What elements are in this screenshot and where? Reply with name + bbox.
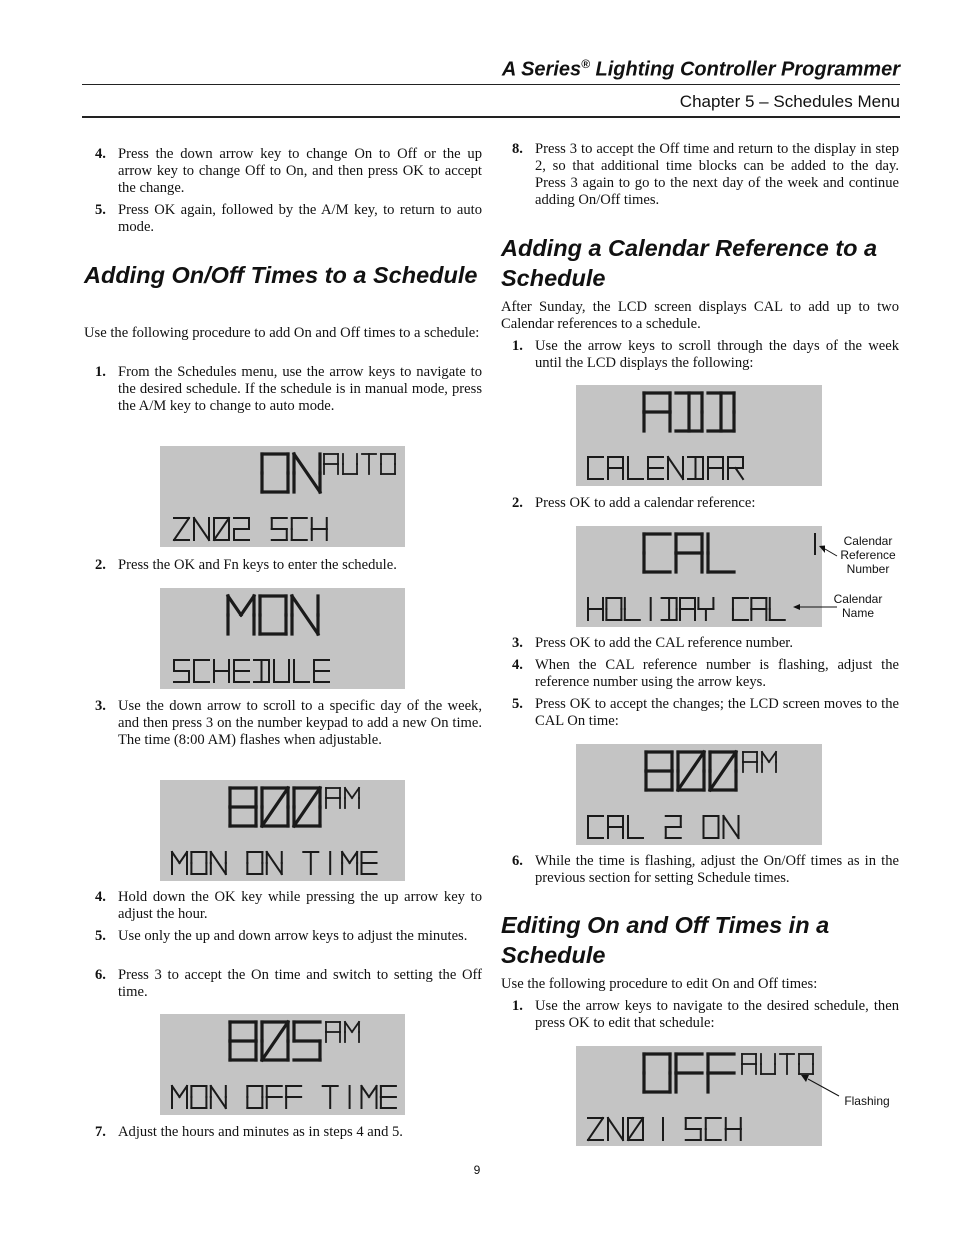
lcd-glyph <box>625 598 640 620</box>
lcd-glyph <box>312 518 327 540</box>
callout-flashing: Flashing <box>844 1094 890 1108</box>
lcd-segment <box>214 518 229 540</box>
registered-mark: ® <box>581 57 590 71</box>
lcd-segment <box>172 852 180 863</box>
step-number: 8. <box>512 141 523 157</box>
lcd-segment <box>668 457 683 479</box>
lcd-glyph <box>286 1086 301 1108</box>
step-text: Press the down arrow key to change On to Off or the up arrow key to change Off to On, and then press OK to accept the change. <box>118 146 482 196</box>
step-text: Press OK again, followed by the A/M key, to return to auto mode. <box>118 202 482 235</box>
lcd-glyph <box>314 660 329 682</box>
lcd-glyph <box>174 660 189 682</box>
lcd-glyph <box>588 816 603 838</box>
step-item <box>501 657 899 691</box>
lcd-glyph <box>708 457 723 479</box>
lcd-glyph <box>606 598 621 620</box>
lcd-glyph <box>608 1118 623 1140</box>
lcd-glyph <box>668 457 683 479</box>
lcd-glyph <box>588 598 603 620</box>
lcd-glyph <box>728 457 743 479</box>
step-number: 5. <box>95 202 106 218</box>
section-heading: Adding a Calendar Reference to a Schedule <box>501 235 878 291</box>
lcd-glyph <box>698 598 713 620</box>
lcd-segment <box>211 1086 226 1108</box>
document-title <box>82 57 900 82</box>
lcd-glyph <box>751 598 766 620</box>
step-text: Press 3 to accept the On time and switch to setting the Off time. <box>118 967 482 1000</box>
lcd-glyph <box>267 852 282 874</box>
step-text: Press the OK and Fn keys to enter the schedule. <box>118 557 397 573</box>
lcd-glyph <box>191 852 206 874</box>
segment-glyphs <box>160 780 405 881</box>
lcd-segment <box>724 816 739 838</box>
lcd-glyph <box>267 1086 282 1108</box>
lcd-glyph <box>628 457 643 479</box>
step-item <box>501 338 899 372</box>
chapter-subtitle: Chapter 5 – Schedules Menu <box>679 92 900 111</box>
step-item <box>501 635 899 652</box>
step-text: When the CAL reference number is flashing, adjust the reference number using the arrow keys. <box>535 657 899 690</box>
lcd-segment <box>628 1118 643 1140</box>
lcd-segment <box>362 1086 370 1097</box>
lcd-glyph <box>191 1086 206 1108</box>
title-rest: Lighting Controller Programmer <box>589 58 900 81</box>
segment-glyphs <box>576 744 822 845</box>
step-item <box>501 853 899 887</box>
arrowhead-flashing-icon <box>801 1075 809 1082</box>
lcd-display <box>160 1014 405 1115</box>
step-item <box>84 202 482 236</box>
segment-glyphs <box>576 1046 822 1146</box>
step-item <box>84 889 482 923</box>
lcd-glyph <box>680 598 695 620</box>
step-item <box>501 998 899 1032</box>
lcd-segment <box>369 1086 377 1097</box>
lcd-segment <box>608 1118 623 1140</box>
lcd-glyph <box>292 518 307 540</box>
lcd-segment <box>194 518 209 540</box>
step-number: 4. <box>95 889 106 905</box>
lcd-glyph <box>323 1086 338 1108</box>
header-rule-top <box>82 84 900 85</box>
lcd-glyph <box>194 660 209 682</box>
callout-line-flashing <box>808 1079 839 1096</box>
segment-glyphs <box>160 446 405 547</box>
lcd-glyph <box>362 1086 377 1108</box>
lcd-glyph <box>211 1086 226 1108</box>
step-number: 6. <box>95 967 106 983</box>
step-text: Use the arrow keys to navigate to the desired schedule, then press OK to edit that schedule: <box>535 998 899 1031</box>
lcd-glyph <box>214 518 229 540</box>
lcd-segment <box>211 852 226 874</box>
lcd-segment <box>180 852 188 863</box>
lcd-display <box>160 780 405 881</box>
step-number: 3. <box>512 635 523 651</box>
section-heading: Adding On/Off Times to a Schedule <box>84 262 478 288</box>
lcd-glyph <box>174 518 189 540</box>
lcd-glyph <box>648 457 663 479</box>
lcd-glyph <box>688 457 703 479</box>
lcd-glyph <box>662 598 677 620</box>
step-number: 2. <box>95 557 106 573</box>
lcd-display <box>576 744 822 845</box>
lcd-glyph <box>274 660 289 682</box>
lcd-glyph <box>362 852 377 874</box>
step-number: 4. <box>95 146 106 162</box>
step-text: Use only the up and down arrow keys to adjust the minutes. <box>118 928 468 944</box>
lcd-glyph <box>272 518 287 540</box>
lcd-glyph <box>194 518 209 540</box>
step-item <box>84 364 482 415</box>
step-text: Press 3 to accept the Off time and return to the display in step 2, so that additional time blocks can be added to the day. Press 3 again to go to the next day of the week and continue adding On/Off times. <box>535 141 899 208</box>
step-item <box>501 696 899 730</box>
lcd-segment <box>588 1118 603 1140</box>
step-item <box>501 495 899 512</box>
segment-glyphs <box>160 1014 405 1115</box>
lcd-display <box>576 385 822 486</box>
step-number: 6. <box>512 853 523 869</box>
lcd-glyph <box>342 852 357 874</box>
lcd-glyph <box>686 1118 701 1140</box>
lcd-display <box>160 588 405 689</box>
lcd-glyph <box>172 1086 187 1108</box>
step-text: From the Schedules menu, use the arrow keys to navigate to the desired schedule. If the schedule is in manual mode, press the A/M key to change to auto mode. <box>118 364 482 414</box>
header-rule-bottom <box>82 116 900 118</box>
step-item <box>84 557 482 574</box>
callout-reference-number: Calendar Reference Number <box>840 534 896 576</box>
section-heading: Editing On and Off Times in a Schedule <box>501 912 830 968</box>
lcd-glyph <box>294 660 309 682</box>
step-text: Press OK to accept the changes; the LCD screen moves to the CAL On time: <box>535 696 899 729</box>
lcd-glyph <box>726 1118 741 1140</box>
lcd-glyph <box>234 660 249 682</box>
lcd-glyph <box>303 852 318 874</box>
lcd-glyph <box>628 1118 643 1140</box>
step-number: 1. <box>512 338 523 354</box>
lcd-display <box>160 446 405 547</box>
lcd-glyph <box>211 852 226 874</box>
lcd-glyph <box>608 457 623 479</box>
lcd-segment <box>180 1086 188 1097</box>
lcd-glyph <box>247 852 262 874</box>
lcd-glyph <box>254 660 269 682</box>
lcd-segment <box>342 852 350 863</box>
step-number: 3. <box>95 698 106 714</box>
lcd-glyph <box>381 1086 396 1108</box>
lcd-segment <box>267 852 282 874</box>
step-item <box>84 698 482 749</box>
step-item <box>84 146 482 197</box>
lcd-glyph <box>628 816 643 838</box>
step-text: Hold down the OK key while pressing the up arrow key to adjust the hour. <box>118 889 482 922</box>
lcd-glyph <box>588 1118 603 1140</box>
lcd-glyph <box>588 457 603 479</box>
lcd-glyph <box>704 816 719 838</box>
step-number: 7. <box>95 1124 106 1140</box>
step-number: 1. <box>95 364 106 380</box>
page-number: 9 <box>473 1163 481 1177</box>
lcd-glyph <box>733 598 748 620</box>
segment-glyphs <box>160 588 405 689</box>
step-text: Press OK to add the CAL reference number. <box>535 635 794 651</box>
arrowhead-name-icon <box>793 604 800 610</box>
arrowhead-ref-icon <box>819 546 825 554</box>
lcd-segment <box>174 518 189 540</box>
lcd-glyph <box>172 852 187 874</box>
lcd-segment <box>736 468 744 479</box>
lcd-glyph <box>608 816 623 838</box>
step-text: Adjust the hours and minutes as in steps 4 and 5. <box>118 1124 403 1140</box>
step-item <box>501 141 899 209</box>
step-number: 5. <box>95 928 106 944</box>
lcd-glyph <box>247 1086 262 1108</box>
step-text: While the time is flashing, adjust the On/Off times as in the previous section for setting Schedule times. <box>535 853 899 886</box>
step-item <box>84 1124 482 1141</box>
step-text: Use the arrow keys to scroll through the days of the week until the LCD displays the following: <box>535 338 899 371</box>
callout-calendar-name: Calendar Name <box>833 592 883 620</box>
intro-paragraph: Use the following procedure to edit On and Off times: <box>501 976 818 992</box>
lcd-display <box>576 1046 822 1146</box>
lcd-glyph <box>706 1118 721 1140</box>
step-item <box>84 967 482 1001</box>
step-text: Press OK to add a calendar reference: <box>535 495 756 511</box>
intro-paragraph: After Sunday, the LCD screen displays CAL to add up to two Calendar references to a schedule. <box>501 299 899 332</box>
step-number: 2. <box>512 495 523 511</box>
lcd-glyph <box>214 660 229 682</box>
step-number: 1. <box>512 998 523 1014</box>
step-item <box>84 928 482 945</box>
segment-glyphs <box>576 385 822 486</box>
lcd-glyph <box>666 816 681 838</box>
lcd-glyph <box>234 518 249 540</box>
step-text: Use the down arrow to scroll to a specific day of the week, and then press 3 on the number keypad to add a new On time. The time (8:00 AM) flashes when adjustable. <box>118 698 482 748</box>
lcd-segment <box>350 852 358 863</box>
title-main: A Series <box>501 58 582 81</box>
step-number: 4. <box>512 657 523 673</box>
lcd-glyph <box>724 816 739 838</box>
intro-paragraph: Use the following procedure to add On and Off times to a schedule: <box>84 325 480 341</box>
lcd-segment <box>172 1086 180 1097</box>
step-number: 5. <box>512 696 523 712</box>
